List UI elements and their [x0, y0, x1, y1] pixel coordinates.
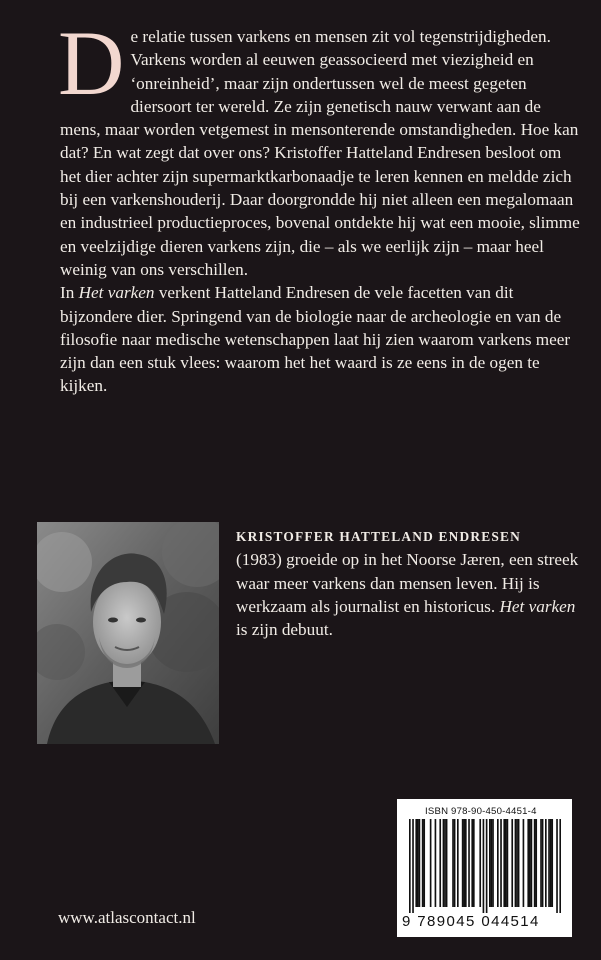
barcode-box — [397, 799, 572, 937]
barcode-bar — [492, 819, 494, 907]
barcode-bar — [446, 819, 448, 907]
book-title-italic: Het varken — [78, 283, 155, 303]
barcode-bar — [550, 819, 552, 907]
blurb-paragraph-2 — [60, 281, 580, 397]
barcode-bar — [545, 819, 547, 907]
barcode-bar — [489, 819, 491, 907]
barcode-bar — [443, 819, 445, 907]
blurb-paragraph-2-text: verkent Hatteland Endresen de vele facetten van dit bijzondere dier. Springend van de biologie naar de archeologie en van de filosofie naar medische wetenschappen laat hij zien waarom varkens meer zijn dan een stuk vlees: waarom het het waard is ze eens in de ogen te kijken. — [60, 283, 571, 396]
barcode-bar — [435, 819, 437, 907]
barcode-bar — [457, 819, 459, 907]
author-photo — [37, 522, 219, 744]
isbn-digits: 9 789045 044514 — [402, 913, 540, 930]
barcode-bar — [417, 819, 419, 907]
barcode-bar — [439, 819, 441, 907]
author-bio — [236, 524, 581, 641]
barcode-bars — [409, 819, 561, 913]
barcode-bar — [479, 819, 481, 907]
barcode-bar — [468, 819, 470, 907]
blurb-paragraph-2-lead: In — [60, 283, 75, 303]
barcode-bar — [491, 819, 493, 907]
author-bio-text-1: (1983) groeide op in het Noorse Jæren, een streek waar meer varkens dan mensen leven. Hij is werkzaam als journalist en historicus. — [236, 550, 579, 616]
barcode-bar — [463, 819, 465, 907]
barcode-bar — [531, 819, 533, 907]
barcode-bar — [419, 819, 421, 907]
drop-cap: D — [58, 12, 125, 114]
barcode-bar — [507, 819, 509, 907]
barcode-bar — [462, 819, 464, 907]
author-photo-image — [37, 522, 219, 744]
barcode-bar — [527, 819, 529, 907]
blurb-paragraph-1-text: e relatie tussen varkens en mensen zit vol tegenstrijdigheden. Varkens worden al eeuwen geassocieerd met viezigheid en ‘onreinheid’, maar zijn ondertussen wel de meest gegeten diersoort ter wereld. Ze zijn genetisch nauw verwant aan de mens, maar worden vetgemest in mensonterende omstandigheden. Hoe kan dat? En wat zegt dat over ons? Kristoffer Hatteland Endresen besloot om het dier achter zijn supermarktkarbonaadje te leren kennen en meldde zich bij een varkenshouderij. Daar doorgrondde hij niet alleen een megalomaan en industrieel productieproces, bovenal ontdekte hij wat een mooie, slimme en veelzijdige dieren varkens zijn, die – als we eerlijk zijn – maar heel weinig van ons verschillen. — [60, 27, 580, 279]
author-bio-text-2: is zijn debuut. — [236, 620, 333, 640]
author-bio-book-title: Het varken — [499, 596, 576, 616]
barcode-bar — [423, 819, 425, 907]
barcode-bar — [415, 819, 417, 907]
barcode-bar — [452, 819, 454, 907]
barcode-bar — [473, 819, 475, 907]
barcode-bar — [511, 819, 513, 907]
blurb-paragraph-1 — [58, 12, 580, 281]
barcode-bar — [548, 819, 550, 907]
barcode-bar — [516, 819, 518, 907]
barcode-bar — [503, 819, 505, 907]
barcode-bar — [518, 819, 520, 907]
barcode-bar — [535, 819, 537, 907]
barcode-bar — [483, 819, 485, 913]
barcode-bar — [559, 819, 561, 913]
barcode-bar — [471, 819, 473, 907]
barcode-bar — [454, 819, 456, 907]
barcode-bar — [505, 819, 507, 907]
barcode-bar — [444, 819, 446, 907]
barcode-bar — [534, 819, 536, 907]
barcode-bar — [497, 819, 499, 907]
barcode-bar — [551, 819, 553, 907]
barcode-bar — [556, 819, 558, 913]
barcode-bar — [540, 819, 542, 907]
publisher-website: www.atlascontact.nl — [58, 908, 196, 927]
barcode-bar — [465, 819, 467, 907]
barcode-bar — [409, 819, 411, 913]
barcode-bar — [412, 819, 414, 913]
barcode-bar — [529, 819, 531, 907]
barcode-bar — [515, 819, 517, 907]
barcode-bar — [523, 819, 525, 907]
barcode-bar — [430, 819, 432, 907]
barcode-bar — [422, 819, 424, 907]
barcode-bar — [486, 819, 488, 913]
author-name: KRISTOFFER HATTELAND ENDRESEN — [236, 529, 522, 544]
barcode-bar — [542, 819, 544, 907]
barcode-bar — [500, 819, 502, 907]
blurb-text — [58, 12, 580, 398]
isbn-label: ISBN 978-90-450-4451-4 — [425, 806, 537, 817]
